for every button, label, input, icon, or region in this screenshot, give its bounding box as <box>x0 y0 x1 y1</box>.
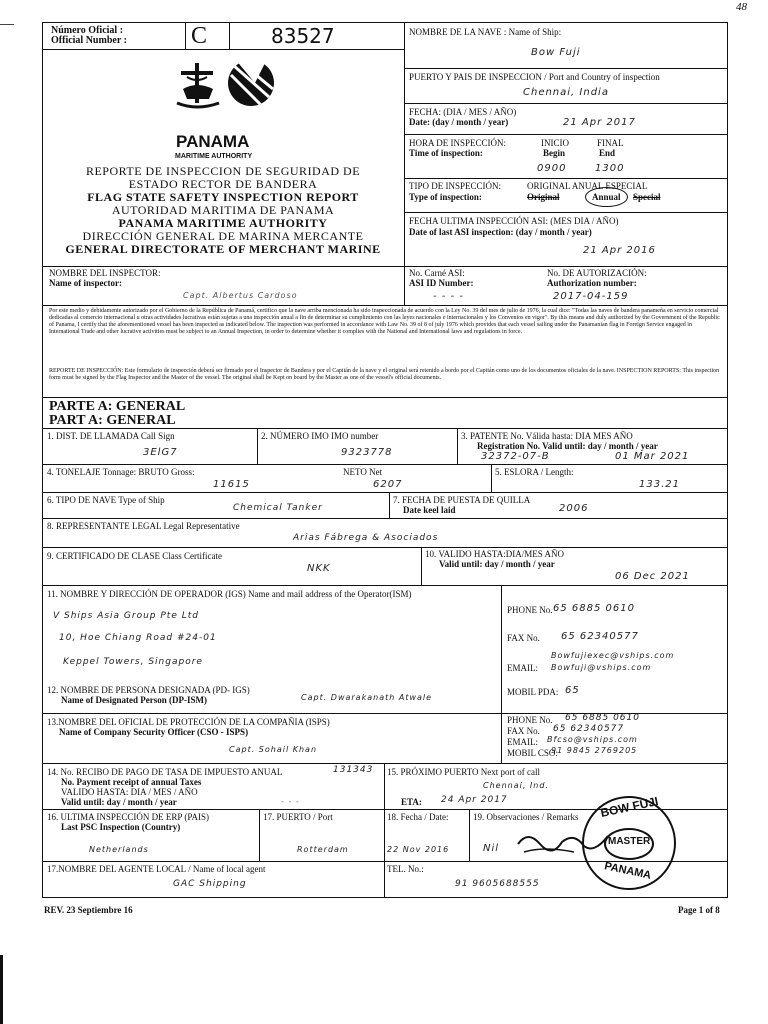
cso-phone-value: 65 6885 0610 <box>565 713 640 723</box>
master-stamp <box>582 796 676 890</box>
stamp-center-text: MASTER <box>608 836 651 847</box>
official-number: 83527 <box>271 24 335 48</box>
legal-text-authorization: Por este medio y debidamente autorizado por el Gobierno de la República de Panamá, certifico que la nave arriba mencionada ha sido inspeccionada de acuerdo con la Ley No. 39 del mes de julio de 1976, la cual dice: "Todas las naves de bandera panameña en servicio comercial dedicadas al comercio internacional u otras actividades lucrativas están sujetas a una inspección anual a fin de determinar su cumplimiento con las leyes nacionales e internacionales y los Convenios en vigor". By this means and duly authorized by the Government of the Republic of Panama, I certify that the aforementioned vessel has been inspected as indicated below. The inspection was performed in accordance with Law No. 39 of 8 of july 1976 which provides that each vessel sailing under the Panamanian flag in Foreign Service engaged in International Trade and other lucrative activities must be subject to an Annual Inspection, in order to determine whether it complies with the National and International laws and regulations in force. <box>49 308 720 335</box>
scan-mark <box>0 24 14 25</box>
part-a-title-es: PARTE A: GENERAL <box>49 399 186 414</box>
asi-id-label-es: No. Carné ASI: <box>409 268 465 278</box>
end-label-es: FINAL <box>597 138 624 148</box>
keel-value: 2006 <box>559 503 589 514</box>
call-sign-label: 1. DIST. DE LLAMADA Call Sign <box>47 431 175 441</box>
cso-label-en: Name of Company Security Officer (CSO - ISPS) <box>59 727 249 737</box>
official-number-label-es: Número Oficial : <box>51 25 124 36</box>
official-letter: C <box>191 23 208 49</box>
patent-value: 32372-07-B <box>481 451 550 462</box>
dp-mobil-label: MOBIL PDA: <box>507 687 559 697</box>
remarks-value: Nil <box>483 843 500 854</box>
class-cert-label: 9. CERTIFICADO DE CLASE Class Certificate <box>47 551 222 561</box>
cso-email-label: EMAIL: <box>507 737 538 747</box>
tonnage-label: 4. TONELAJE Tonnage: BRUTO Gross: <box>47 467 195 477</box>
cso-fax-value: 65 62340577 <box>553 724 625 734</box>
dp-label-en: Name of Designated Person (DP-ISM) <box>61 695 207 705</box>
eta-value: 24 Apr 2017 <box>441 795 508 805</box>
dp-label-es: 12. NOMBRE DE PERSONA DESIGNADA (PD- IGS) <box>47 685 250 695</box>
last-psc-label-es: 16. ULTIMA INSPECCIÓN DE ERP (PAIS) <box>47 812 210 822</box>
last-psc-value: Netherlands <box>89 845 149 854</box>
tax-valid-es: VALIDO HASTA: DIA / MES / AÑO <box>61 787 198 797</box>
net-label: NETO Net <box>343 467 383 477</box>
dp-value: Capt. Dwarakanath Atwale <box>301 693 433 702</box>
legal-rep-label: 8. REPRESENTANTE LEGAL Legal Representative <box>47 521 240 531</box>
stamp-bottom-text: PANAMA <box>603 860 653 882</box>
length-label: 5. ESLORA / Length: <box>495 467 574 477</box>
operator-email-value-1: Bowfujiexec@vships.com <box>551 651 675 660</box>
keel-label-es: 7. FECHA DE PUESTA DE QUILLA <box>393 495 531 505</box>
last-asi-value: 21 Apr 2016 <box>583 245 656 256</box>
patent-date: 01 Mar 2021 <box>615 451 690 462</box>
gross-value: 11615 <box>213 479 250 490</box>
inspector-value: Capt. Albertus Cardoso <box>183 291 298 300</box>
class-cert-value: NKK <box>307 563 331 574</box>
operator-email-value-2: Bowfuji@vships.com <box>551 663 652 672</box>
title-line-5: PANAMA MARITIME AUTHORITY <box>118 216 328 230</box>
type-annual-circled: Annual <box>585 187 628 207</box>
begin-label-en: Begin <box>543 148 566 158</box>
inspector-label-en: Name of inspector: <box>49 278 122 288</box>
valid-until-label-es: 10. VALIDO HASTA:DIA/MES AÑO <box>425 549 564 559</box>
begin-value: 0900 <box>537 163 567 174</box>
patent-label-en: Registration No. Valid until: day / month / year <box>477 441 658 451</box>
asi-id-label-en: ASI ID Number: <box>409 278 474 288</box>
asi-id-value: - - - - <box>433 291 464 302</box>
inspection-form <box>42 22 728 898</box>
patent-label-es: 3. PATENTE No. Válida hasta: DIA MES AÑO <box>461 431 633 441</box>
operator-phone-label: PHONE No. <box>507 605 553 615</box>
title-line-7: GENERAL DIRECTORATE OF MERCHANT MARINE <box>65 242 381 256</box>
eta-label: ETA: <box>401 797 422 807</box>
psc-port-value: Rotterdam <box>297 845 349 854</box>
auth-label-en: Authorization number: <box>547 278 637 288</box>
ship-type-label: 6. TIPO DE NAVE Type of Ship <box>47 495 165 505</box>
operator-label: 11. NOMBRE Y DIRECCIÓN DE OPERADOR (IGS) Name and mail address of the Operator(ISM) <box>47 589 412 599</box>
valid-until-value: 06 Dec 2021 <box>615 571 690 582</box>
operator-email-label: EMAIL: <box>507 663 538 673</box>
logo-sub: MARITIME AUTHORITY <box>175 153 253 160</box>
valid-until-label-en: Valid until: day / month / year <box>439 559 555 569</box>
date-label-es: FECHA: (DIA / MES / AÑO) <box>409 107 517 117</box>
tax-valid-en: Valid until: day / month / year <box>61 797 177 807</box>
auth-value: 2017-04-159 <box>553 291 629 302</box>
begin-label-es: INICIO <box>541 138 569 148</box>
time-label-en: Time of inspection: <box>409 148 483 158</box>
imo-label: 2. NÚMERO IMO IMO number <box>261 431 379 441</box>
agent-value: GAC Shipping <box>173 879 247 889</box>
panama-maritime-logo <box>173 53 278 135</box>
title-line-2: ESTADO RECTOR DE BANDERA <box>128 177 318 191</box>
cso-mobil-value: 91 9845 2769205 <box>551 746 638 755</box>
title-line-1: REPORTE DE INSPECCION DE SEGURIDAD DE <box>85 164 361 178</box>
type-label-es: TIPO DE INSPECCIÓN: <box>409 181 502 191</box>
operator-line-2: 10, Hoe Chiang Road #24-01 <box>59 633 217 643</box>
stamp-top-text: BOW FUJI <box>599 794 660 820</box>
next-port-value: Chennai, Ind. <box>483 781 549 790</box>
length-value: 133.21 <box>639 479 680 490</box>
end-label-en: End <box>599 148 616 158</box>
cso-value: Capt. Sohail Khan <box>229 745 318 754</box>
auth-label-es: No. DE AUTORIZACIÓN: <box>547 268 647 278</box>
legal-rep-value: Arias Fábrega & Asociados <box>293 533 439 543</box>
tel-label: TEL. No.: <box>387 864 424 874</box>
scan-edge <box>0 955 3 1024</box>
type-original: Original <box>527 192 560 202</box>
psc-date-value: 22 Nov 2016 <box>387 845 450 854</box>
psc-date-label: 18. Fecha / Date: <box>387 812 449 822</box>
last-asi-label-en: Date of last ASI inspection: (day / month / year) <box>409 227 592 237</box>
type-special: Special <box>633 192 661 202</box>
port-label: PUERTO Y PAIS DE INSPECCION / Port and Country of inspection <box>409 72 660 82</box>
ship-name-label: NOMBRE DE LA NAVE : Name of Ship: <box>409 27 562 37</box>
operator-phone-value: 65 6885 0610 <box>553 603 635 614</box>
part-a-title-en: PART A: GENERAL <box>49 413 176 428</box>
footer-revision: REV. 23 Septiembre 16 <box>44 905 133 915</box>
type-options-es: ORIGINAL ANUAL ESPECIAL <box>527 181 648 191</box>
tax-label-en: No. Payment receipt of annual Taxes <box>61 777 202 787</box>
footer-page: Page 1 of 8 <box>678 905 720 915</box>
net-value: 6207 <box>373 479 403 490</box>
tel-value: 91 9605688555 <box>455 879 540 889</box>
inspector-label-es: NOMBRE DEL INSPECTOR: <box>49 268 161 278</box>
title-line-4: AUTORIDAD MARITIMA DE PANAMA <box>111 203 335 217</box>
operator-line-1: V Ships Asia Group Pte Ltd <box>53 611 199 621</box>
type-label-en: Type of inspection: <box>409 192 482 202</box>
last-psc-label-en: Last PSC Inspection (Country) <box>61 822 181 832</box>
cso-email-value: Bfcso@vships.com <box>547 735 638 744</box>
cso-mobil-label: MOBIL CSO: <box>507 748 558 758</box>
psc-port-label: 17. PUERTO / Port <box>263 812 333 822</box>
official-number-label-en: Official Number : <box>51 35 127 46</box>
next-port-label: 15. PRÓXIMO PUERTO Next port of call <box>387 767 541 777</box>
tax-label-es: 14. No. RECIBO DE PAGO DE TASA DE IMPUESTO ANUAL <box>47 767 283 777</box>
operator-fax-label: FAX No. <box>507 633 540 643</box>
date-label-en: Date: (day / month / year) <box>409 117 509 127</box>
keel-label-en: Date keel laid <box>403 505 456 515</box>
title-line-6: DIRECCIÓN GENERAL DE MARINA MERCANTE <box>82 229 364 243</box>
tax-valid-value: - - - <box>281 797 300 806</box>
dp-mobil-value: 65 <box>565 685 580 696</box>
port-value: Chennai, India <box>523 87 609 98</box>
date-value: 21 Apr 2017 <box>563 117 636 128</box>
cso-phone-label: PHONE No. <box>507 715 553 725</box>
tax-value: 131343 <box>333 765 374 775</box>
cso-label-es: 13.NOMBRE DEL OFICIAL DE PROTECCIÓN DE LA COMPAÑIA (ISPS) <box>47 717 330 727</box>
title-line-3: FLAG STATE SAFETY INSPECTION REPORT <box>87 190 359 204</box>
agent-label: 17.NOMBRE DEL AGENTE LOCAL / Name of local agent <box>47 864 266 874</box>
corner-page-number: 48 <box>736 1 747 13</box>
imo-value: 9323778 <box>341 447 393 458</box>
logo-name: PANAMA <box>176 132 250 151</box>
ship-type-value: Chemical Tanker <box>233 503 323 513</box>
legal-text-inspection-report: REPORTE DE INSPECCIÓN: Este formulario de inspección deberá ser firmado por el Inspector de Bandera y por el Capitán de la nave y el original será retenido a bordo por el Capitán como uno de los documentos oficiales de la nave. INSPECTION REPORTS: This inspection form must be signed by the Flag Inspector and the Master of the vessel. The original shall be Kept on board by the Master as one of the vessel's official documents. <box>49 368 720 381</box>
call-sign-value: 3ElG7 <box>143 447 178 458</box>
time-label-es: HORA DE INSPECCIÓN: <box>409 138 507 148</box>
end-value: 1300 <box>595 163 625 174</box>
last-asi-label-es: FECHA ULTIMA INSPECCIÓN ASI: (MES DIA / AÑO) <box>409 216 619 226</box>
remarks-label: 19. Observaciones / Remarks <box>473 812 579 822</box>
operator-fax-value: 65 62340577 <box>561 631 639 642</box>
operator-line-3: Keppel Towers, Singapore <box>63 657 203 667</box>
cso-fax-label: FAX No. <box>507 726 540 736</box>
ship-name-value: Bow Fuji <box>531 47 581 58</box>
